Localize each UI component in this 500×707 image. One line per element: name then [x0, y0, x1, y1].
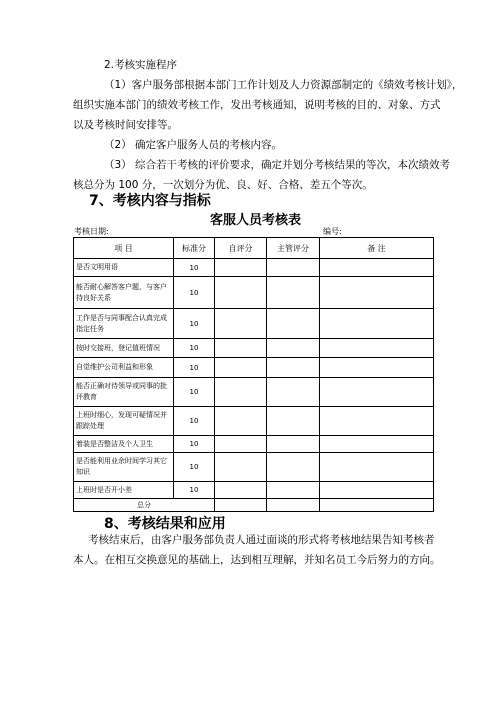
row-standard-score: 10	[174, 259, 215, 277]
program-subtitle: 2.考核实施程序	[104, 59, 178, 71]
program-line-1: （1）客户服务部根据本部门工作计划及人力资源部制定的《绩效考核计划》，	[104, 79, 463, 91]
table-row	[74, 482, 434, 499]
header-supervisor-score: 主管评分	[267, 238, 320, 259]
row-standard-score: 10	[174, 309, 215, 339]
row-item: 工作是否与同事配合认真完成指定任务	[74, 309, 174, 339]
row-item: 按时交接班，登记值班情况	[74, 339, 174, 358]
table-row	[74, 436, 434, 453]
row-supervisor-score	[267, 277, 320, 309]
row-supervisor-score	[267, 453, 320, 482]
table-row	[74, 339, 434, 358]
table-row	[74, 259, 434, 277]
row-self-score	[215, 407, 267, 436]
row-self-score	[215, 277, 267, 309]
assessment-table	[73, 237, 434, 512]
row-remarks	[320, 277, 434, 309]
row-remarks	[320, 339, 434, 358]
header-item: 项 目	[74, 238, 174, 259]
table-header-row	[74, 238, 434, 259]
result-line-1: 考核结束后，由客户服务部负责人通过面谈的形式将考核地结果告知考核者	[88, 534, 435, 546]
total-self-score	[215, 499, 267, 512]
header-remarks: 备 注	[320, 238, 434, 259]
program-line-4: （2） 确定客户服务人员的考核内容。	[104, 139, 283, 151]
row-item: 能否正确对待领导或同事的批评教育	[74, 378, 174, 407]
row-self-score	[215, 259, 267, 277]
row-self-score	[215, 378, 267, 407]
row-standard-score: 10	[174, 453, 215, 482]
row-remarks	[320, 309, 434, 339]
row-item: 是否文明用语	[74, 259, 174, 277]
table-total-row	[74, 499, 434, 512]
row-remarks	[320, 259, 434, 277]
row-remarks	[320, 378, 434, 407]
row-item: 上班时是否开小差	[74, 482, 174, 499]
row-self-score	[215, 309, 267, 339]
program-line-2: 组织实施本部门的绩效考核工作，发出考核通知，说明考核的目的、对象、方式	[73, 99, 441, 111]
row-standard-score: 10	[174, 407, 215, 436]
row-item: 自觉维护公司利益和形象	[74, 358, 174, 378]
row-self-score	[215, 339, 267, 358]
table-row	[74, 378, 434, 407]
row-self-score	[215, 482, 267, 499]
row-remarks	[320, 358, 434, 378]
row-supervisor-score	[267, 339, 320, 358]
row-item: 能否耐心解答客户题，与客户持良好关系	[74, 277, 174, 309]
table-row	[74, 277, 434, 309]
section-7-heading: 7、考核内容与指标	[89, 193, 211, 209]
row-supervisor-score	[267, 436, 320, 453]
row-item: 是否能利用业余时间学习其它知识	[74, 453, 174, 482]
row-standard-score: 10	[174, 378, 215, 407]
row-remarks	[320, 436, 434, 453]
table-row	[74, 453, 434, 482]
header-self-score: 自评分	[215, 238, 267, 259]
result-line-2: 本人。在相互交换意见的基础上，达到相互理解，并知名员工今后努力的方向。	[73, 554, 441, 566]
row-supervisor-score	[267, 358, 320, 378]
number-label: 编号:	[323, 227, 342, 236]
row-supervisor-score	[267, 309, 320, 339]
header-standard-score: 标准分	[174, 238, 215, 259]
program-line-3: 以及考核时间安排等。	[73, 119, 178, 131]
row-self-score	[215, 453, 267, 482]
program-line-5: （3） 综合若干考核的评价要求，确定并划分考核结果的等次，本次绩效考	[104, 159, 451, 171]
section-8-heading: 8、考核结果和应用	[104, 516, 226, 532]
row-remarks	[320, 482, 434, 499]
row-standard-score: 10	[174, 358, 215, 378]
table-title: 客服人员考核表	[210, 213, 302, 228]
row-supervisor-score	[267, 259, 320, 277]
table-row	[74, 309, 434, 339]
row-self-score	[215, 358, 267, 378]
row-supervisor-score	[267, 378, 320, 407]
row-standard-score: 10	[174, 482, 215, 499]
row-standard-score: 10	[174, 436, 215, 453]
assessment-date-label: 考核日期:	[74, 227, 109, 236]
program-line-6: 核总分为 100 分，一次划分为优、良、好、合格、差五个等次。	[73, 179, 373, 191]
table-row	[74, 358, 434, 378]
row-standard-score: 10	[174, 277, 215, 309]
row-item: 着装是否整洁及个人卫生	[74, 436, 174, 453]
total-supervisor-score	[267, 499, 320, 512]
row-supervisor-score	[267, 482, 320, 499]
table-row	[74, 407, 434, 436]
total-label: 总分	[74, 499, 215, 512]
row-supervisor-score	[267, 407, 320, 436]
row-remarks	[320, 407, 434, 436]
row-self-score	[215, 436, 267, 453]
row-remarks	[320, 453, 434, 482]
row-standard-score: 10	[174, 339, 215, 358]
total-remarks	[320, 499, 434, 512]
row-item: 上班时细心，发现可疑情况并跟踪处理	[74, 407, 174, 436]
